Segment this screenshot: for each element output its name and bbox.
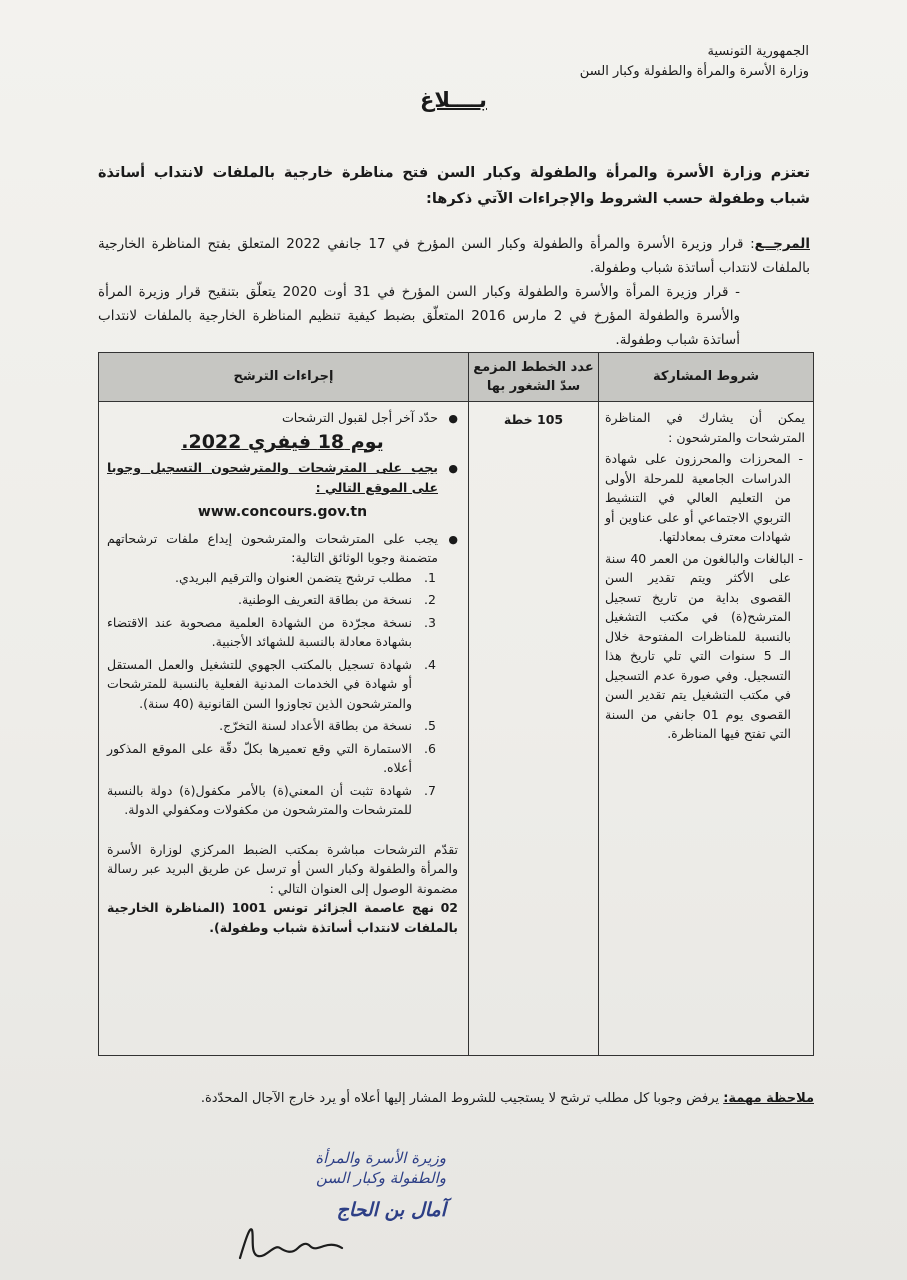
reference-item-1: : قرار وزيرة الأسرة والمرأة والطفولة وكبار السن المؤرخ في 17 جانفي 2022 المتعلق بفتح المناظرة الخارجية بالملفات لانتداب أساتذة شباب وطفولة. (98, 236, 810, 276)
conditions-intro: يمكن أن يشارك في المناظرة المترشحات والمترشحون : (605, 410, 805, 445)
condition-diploma: - المحرزات والمحرزون على شهادة الدراسات الجامعية للمرحلة الأولى من التعليم العالي في التنشيط التربوي الاجتماعي أو على عناوين أو شهادات معترف بمعادلتها. (605, 451, 803, 544)
republic-name: الجمهورية التونسية (707, 44, 809, 59)
conditions-cell (599, 402, 814, 1056)
competition-table (98, 352, 814, 1056)
submission-text: تقدّم الترشحات مباشرة بمكتب الضبط المركزي لوزارة الأسرة والمرأة والطفولة وكبار السن أو ترسل عن طريق البريد عبر رسالة مضمونة الوصول إلى العنوان التالي : (107, 841, 458, 896)
header-conditions: شروط المشاركة (599, 353, 814, 402)
ministry-name: وزارة الأسرة والمرأة والطفولة وكبار السن (579, 64, 809, 79)
documents-list (107, 568, 458, 820)
positions-count: 105 خطة (503, 412, 564, 427)
important-note (98, 1088, 814, 1110)
document-item: 1. مطلب ترشح يتضمن العنوان والترقيم البريدي. (107, 568, 420, 588)
document-title (0, 88, 907, 112)
deadline-text: حدّد آخر أجل لقبول الترشحات (281, 410, 438, 425)
letterhead (449, 42, 809, 82)
website-link[interactable]: www.concours.gov.tn (197, 504, 368, 520)
stamp-title-line-1: وزيرة الأسرة والمرأة (315, 1149, 446, 1167)
bullet-icon: ● (448, 532, 458, 546)
files-text: يجب على المترشحات والمترشحون إيداع ملفات ترشحاتهم متضمنة وجوبا الوثائق التالية: (107, 530, 438, 565)
bullet-icon: ● (448, 412, 458, 425)
note-label: ملاحظة مهمة: (723, 1091, 814, 1106)
document-item: 6. الاستمارة التي وقع تعميرها بكلّ دقّة على الموقع المذكور أعلاه. (107, 739, 420, 778)
header-positions: عدد الخطط المزمع سدّ الشغور بها (469, 353, 599, 402)
document-item: 4. شهادة تسجيل بالمكتب الجهوي للتشغيل والعمل المستقل أو شهادة في الخدمات المدنية الفعلية بالنسبة للمترشحات والمترشحون الذين تجاوزوا السن القانونية (40 سنة). (107, 655, 420, 714)
stamp-minister-name: آمال بن الحاج (336, 1199, 446, 1221)
title-text: بــــلاغ (420, 88, 487, 112)
document-item: 5. نسخة من بطاقة الأعداد لسنة التخرّج. (107, 716, 420, 736)
signature-icon (236, 1218, 346, 1268)
document-item: 7. شهادة تثبت أن المعني(ة) بالأمر مكفول(ة) دولة بالنسبة للمترشحات والمترشحون من مكفولات ومكفولي الدولة. (107, 781, 420, 820)
list-item (107, 529, 458, 568)
official-stamp (226, 1148, 446, 1224)
list-item (107, 458, 458, 497)
stamp-title-line-2: والطفولة وكبار السن (315, 1169, 446, 1187)
document-item: 2. نسخة من بطاقة التعريف الوطنية. (107, 590, 420, 610)
postal-address: 02 نهج عاصمة الجزائر تونس 1001 (المناظرة الخارجية بالملفات لانتداب أساتذة شباب وطفولة). (107, 900, 458, 935)
procedures-cell (99, 402, 469, 1056)
document-item: 3. نسخة مجرّدة من الشهادة العلمية مصحوبة عند الاقتضاء بشهادة معادلة بالنسبة للشهائد الأجنبية. (107, 613, 420, 652)
positions-cell (469, 402, 599, 1056)
reference-item-2: - قرار وزيرة المرأة والأسرة والطفولة وكبار السن المؤرخ في 31 أوت 2020 يتعلّق بتنقيح قرار وزيرة المرأة والأسرة والطفولة المؤرخ في 2 مارس 2016 المتعلّق بضبط كيفية تنظيم المناظرة الخارجية بالملفات لانتداب أساتذة شباب وطفولة. (98, 284, 741, 348)
register-text: يجب على المترشحات والمترشحون التسجيل وجوبا على الموقع التالي : (107, 460, 438, 495)
reference-section (98, 232, 810, 352)
condition-age: - البالغات والبالغون من العمر 40 سنة على الأكثر ويتم تقدير السن القصوى بداية من تاريخ تسجيل المترشح(ة) في مكتب التشغيل بالنسبة للمناظرات المفتوحة خلال الـ 5 سنوات التي تلي تاريخ هذا التسجيل. وفي صورة عدم التسجيل في مكتب التشغيل يتم تقدير السن القصوى يوم 01 جانفي من السنة التي تفتح فيها المناظرة. (605, 550, 803, 741)
deadline-date: يوم 18 فيفري 2022. (181, 430, 384, 453)
intro-paragraph: تعتزم وزارة الأسرة والمرأة والطفولة وكبار السن فتح مناظرة خارجية بالملفات لانتداب أساتذة شباب وطفولة حسب الشروط والإجراءات الآتي ذكرها: (98, 165, 810, 207)
note-text: يرفض وجوبا كل مطلب ترشح لا يستجيب للشروط المشار إليها أعلاه أو يرد خارج الآجال المحدّدة. (200, 1091, 720, 1106)
reference-label: المرجــع (754, 236, 810, 252)
header-procedures: إجراءات الترشح (99, 353, 469, 402)
bullet-icon: ● (448, 462, 458, 475)
list-item (107, 408, 458, 429)
